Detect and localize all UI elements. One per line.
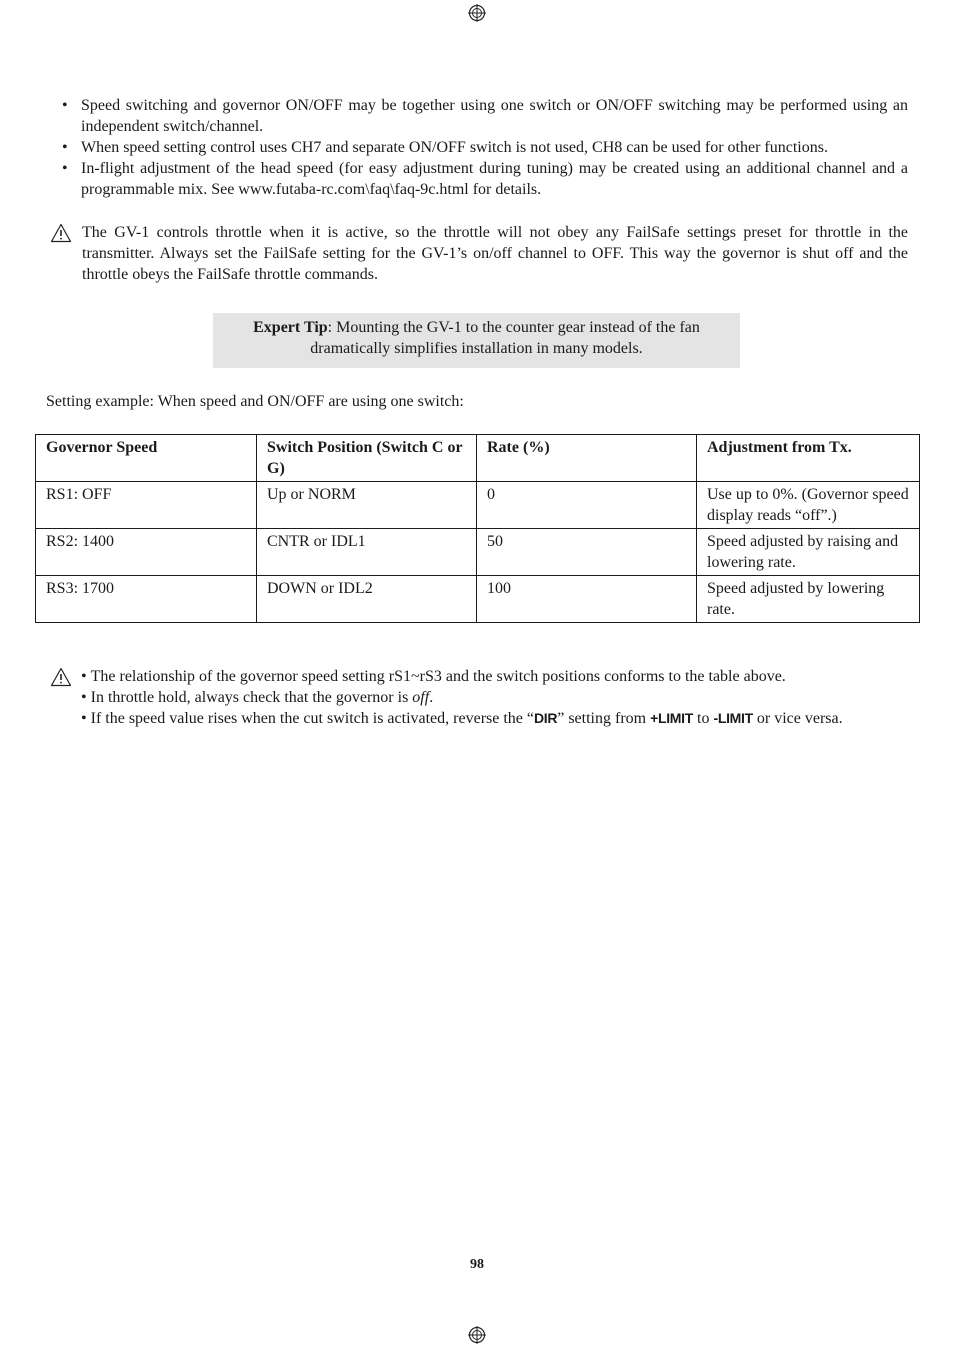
warning-line: • If the speed value rises when the cut switch is activated, reverse the “DIR” setting from +LIMIT to -LIMIT or vice versa. [81, 710, 843, 727]
column-header: Switch Position (Switch C or G) [257, 435, 477, 482]
list-item: • In-flight adjustment of the head speed (for easy adjustment during tuning) may be created using an additional channel and a programmable mix. See www.futaba-rc.com\faq\faq-9c.html for details. [62, 160, 908, 198]
table-cell: 100 [477, 576, 697, 623]
feature-bullet-list [62, 95, 908, 200]
list-item: • Speed switching and governor ON/OFF may be together using one switch or ON/OFF switching may be performed using an independent switch/channel. [62, 97, 908, 135]
bullet-text: In-flight adjustment of the head speed (for easy adjustment during tuning) may be created using an additional channel and a programmable mix. See www.futaba-rc.com\faq\faq-9c.html for details. [81, 160, 908, 198]
table-cell: 50 [477, 529, 697, 576]
page-number: 98 [470, 1257, 484, 1272]
warning-triangle-icon [50, 223, 72, 243]
column-header: Adjustment from Tx. [697, 435, 920, 482]
column-header: Governor Speed [36, 435, 257, 482]
list-item: • When speed setting control uses CH7 and separate ON/OFF switch is not used, CH8 can be used for other functions. [62, 139, 828, 156]
registration-mark-icon [468, 1326, 486, 1344]
table-header-row [36, 435, 920, 482]
expert-tip-box [213, 313, 740, 368]
table-row [36, 482, 920, 529]
expert-tip-text: : Mounting the GV-1 to the counter gear instead of the fan dramatically simplifies installation in many models. [310, 319, 700, 357]
setting-example-caption: Setting example: When speed and ON/OFF are using one switch: [46, 393, 464, 410]
table-cell: Speed adjusted by raising and lowering rate. [697, 529, 920, 576]
table-cell: RS1: OFF [36, 482, 257, 529]
expert-tip-label: Expert Tip [253, 319, 328, 336]
table-cell: CNTR or IDL1 [257, 529, 477, 576]
minus-limit-label: -LIMIT [713, 710, 753, 726]
dir-setting-label: DIR [534, 710, 558, 726]
bullet-text: Speed switching and governor ON/OFF may be together using one switch or ON/OFF switching may be performed using an independent switch/channel. [81, 97, 908, 135]
table-cell: Up or NORM [257, 482, 477, 529]
warning-triangle-icon [50, 667, 72, 687]
table-cell: Use up to 0%. (Governor speed display reads “off”.) [697, 482, 920, 529]
table-row [36, 529, 920, 576]
table-cell: DOWN or IDL2 [257, 576, 477, 623]
warning-line: • The relationship of the governor speed setting rS1~rS3 and the switch positions conforms to the table above. [81, 668, 786, 685]
governor-switch-warning [50, 666, 908, 729]
table-row [36, 576, 920, 623]
plus-limit-label: +LIMIT [650, 710, 694, 726]
table-cell: RS3: 1700 [36, 576, 257, 623]
bullet-text: When speed setting control uses CH7 and separate ON/OFF switch is not used, CH8 can be used for other functions. [81, 139, 828, 156]
registration-mark-icon [468, 4, 486, 22]
governor-speed-table [35, 434, 920, 623]
warning-line: • In throttle hold, always check that the governor is off. [81, 689, 434, 706]
table-cell: 0 [477, 482, 697, 529]
table-cell: Speed adjusted by lowering rate. [697, 576, 920, 623]
column-header: Rate (%) [477, 435, 697, 482]
warning-text: The GV-1 controls throttle when it is active, so the throttle will not obey any FailSafe settings preset for throttle in the transmitter. Always set the FailSafe setting for the GV-1’s on/off channel to OFF. This way the governor is shut off and the throttle obeys the FailSafe throttle commands. [82, 224, 908, 283]
table-cell: RS2: 1400 [36, 529, 257, 576]
failsafe-warning [50, 222, 908, 285]
